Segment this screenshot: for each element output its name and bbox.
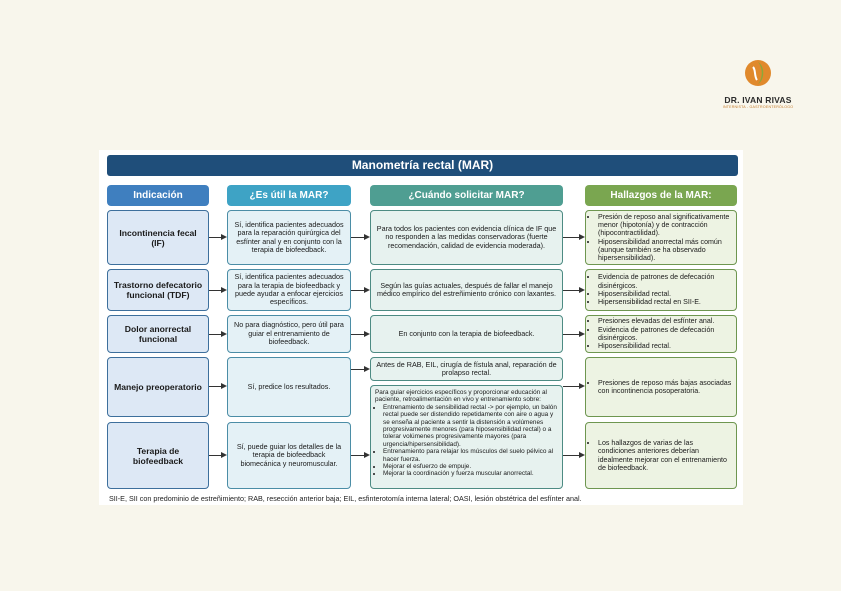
arrow [351, 369, 368, 370]
hallazgo-item: • Evidencia de patrones de defecación disinérgicos. [598, 326, 732, 343]
hallazgo-item: • Hiposensibilidad rectal. [598, 290, 732, 298]
cuando-incontinencia: Para todos los pacientes con evidencia clínica de IF que no responden a las medidas conservadoras (fuerte recomendación, calidad de evidencia moderada). [370, 210, 563, 265]
arrow [563, 290, 583, 291]
util-dolor: No para diagnóstico, pero útil para guiar el entrenamiento de biofeedback. [227, 315, 351, 353]
cuando-tdf: Según las guías actuales, después de fallar el manejo médico empírico del estreñimiento crónico con laxantes. [370, 269, 563, 311]
hallazgo-item: • Evidencia de patrones de defecación disinérgicos. [598, 273, 732, 290]
hallazgo-item: • Presión de reposo anal significativamente menor (hipotonía) y de contracción (hipocontractilidad). [598, 213, 732, 238]
cuando-item: • Entrenamiento para relajar los músculos del suelo pélvico al hacer fuerza. [383, 448, 558, 463]
hallazgos-incontinencia [585, 210, 737, 265]
arrow [351, 334, 368, 335]
logo-subtitle: INTERNISTA - GASTROENTERÓLOGO [722, 105, 794, 109]
arrow [563, 455, 583, 456]
util-incontinencia: Sí, identifica pacientes adecuados para la reparación quirúrgica del esfínter anal y en conjunto con la terapia de biofeedback. [227, 210, 351, 265]
arrow [351, 237, 368, 238]
indicacion-preoperatorio: Manejo preoperatorio [107, 357, 209, 417]
indicacion-dolor: Dolor anorrectal funcional [107, 315, 209, 353]
arrow [351, 290, 368, 291]
hallazgos-preoperatorio [585, 357, 737, 417]
logo [718, 58, 798, 109]
hallazgo-item: • Presiones elevadas del esfínter anal. [598, 317, 732, 325]
hallazgos-biofeedback [585, 422, 737, 489]
arrow [563, 334, 583, 335]
indicacion-incontinencia: Incontinencia fecal (IF) [107, 210, 209, 265]
arrow [209, 237, 225, 238]
util-tdf: Sí, identifica pacientes adecuados para la terapia de biofeedback y puede ayudar a enfocar ejercicios específicos. [227, 269, 351, 311]
arrow [209, 386, 225, 387]
cuando-preoperatorio: Antes de RAB, EIL, cirugía de fístula anal, reparación de prolapso rectal. [370, 357, 563, 381]
hallazgo-item: • Presiones de reposo más bajas asociadas con incontinencia posoperatoria. [598, 379, 732, 396]
header-hallazgos: Hallazgos de la MAR: [585, 185, 737, 206]
arrow [563, 386, 583, 387]
arrow [209, 455, 225, 456]
logo-name: DR. IVAN RIVAS [724, 95, 792, 105]
cuando-item: • Entrenamiento de sensibilidad rectal -> por ejemplo, un balón rectal puede ser distendido repetidamente con aire o agua y se enseña al paciente a sentir la distensión a volúmenes progresivamente menores (para hiposensibilidad rectal) o a tolerar volúmenes progresivamente mayores (para urgencia/hipersensibilidad). [383, 404, 558, 448]
hallazgos-tdf [585, 269, 737, 311]
cuando-item: • Mejorar el esfuerzo de empuje. [383, 463, 558, 470]
hallazgo-item: • Los hallazgos de varias de las condiciones anteriores deberían idealmente mejorar con el entrenamiento de biofeedback. [598, 439, 732, 472]
footnote: SII-E, SII con predominio de estreñimiento; RAB, resección anterior baja; EIL, esfinterotomía interna lateral; OASI, lesión obstétrica del esfínter anal. [109, 494, 582, 503]
hallazgo-item: • Hipersensibilidad rectal en SII-E. [598, 298, 732, 306]
arrow [209, 334, 225, 335]
indicacion-tdf: Trastorno defecatorio funcional (TDF) [107, 269, 209, 311]
header-indicacion: Indicación [107, 185, 209, 206]
cuando-intro: Para guiar ejercicios específicos y proporcionar educación al paciente, retroalimentación en vivo y entrenamiento sobre: [375, 389, 547, 404]
hallazgo-item: • Hiposensibilidad rectal. [598, 342, 732, 350]
hallazgo-item: • Hiposensibilidad anorrectal más común (aunque también se ha observado hipersensibilidad). [598, 238, 732, 263]
cuando-item: • Mejorar la coordinación y fuerza muscular anorrectal. [383, 470, 558, 477]
indicacion-biofeedback: Terapia de biofeedback [107, 422, 209, 489]
header-util: ¿Es útil la MAR? [227, 185, 351, 206]
util-preoperatorio: Sí, predice los resultados. [227, 357, 351, 417]
arrow [209, 290, 225, 291]
arrow [563, 237, 583, 238]
arrow [351, 455, 368, 456]
header-cuando: ¿Cuándo solicitar MAR? [370, 185, 563, 206]
logo-icon [743, 58, 773, 88]
util-biofeedback: Sí, puede guiar los detalles de la terapia de biofeedback biomecánica y neuromuscular. [227, 422, 351, 489]
infographic-panel [99, 150, 743, 505]
infographic-title: Manometría rectal (MAR) [107, 155, 738, 176]
hallazgos-dolor [585, 315, 737, 353]
cuando-biofeedback [370, 385, 563, 489]
cuando-dolor: En conjunto con la terapia de biofeedback. [370, 315, 563, 353]
